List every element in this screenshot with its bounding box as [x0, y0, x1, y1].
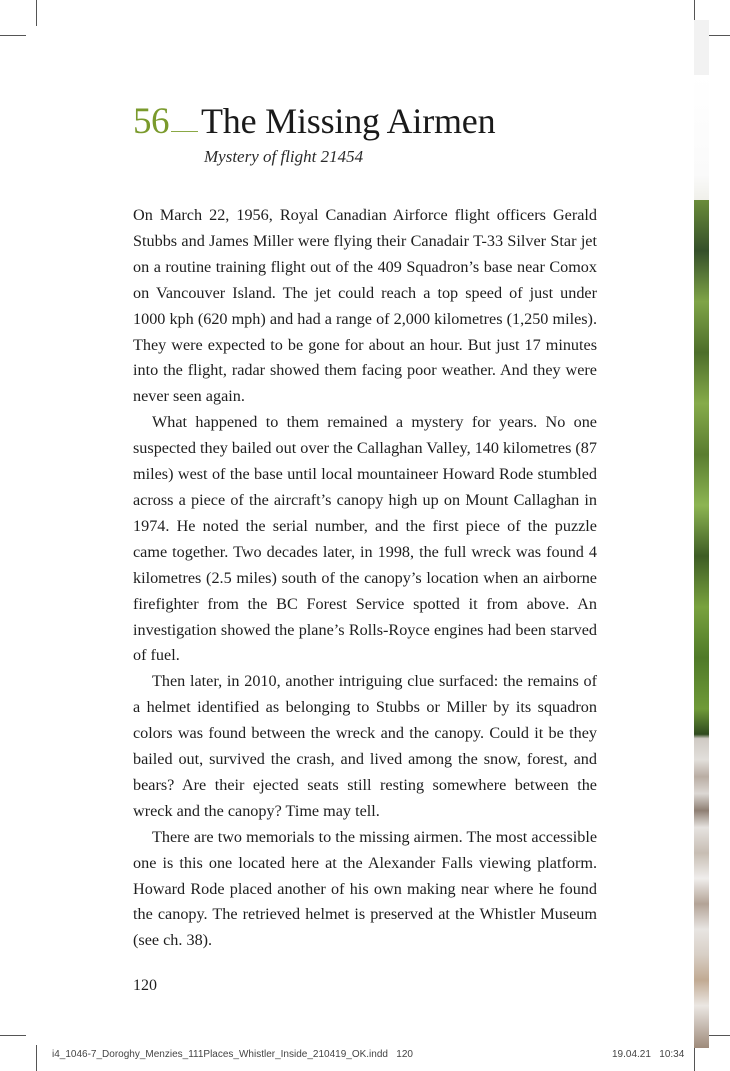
page-number: 120 — [133, 977, 157, 994]
paragraph: On March 22, 1956, Royal Canadian Airforce flight officers Gerald Stubbs and James Miller were flying their Canadair T-33 Silver Star jet on a routine training flight out of the 409 Squadron’s base near Comox on Vancouver Island. The jet could reach a top speed of just under 1000 kph (620 mph) and had a range of 2,000 kilometres (1,250 miles). They were expected to be gone for about an hour. But just 17 minutes into the flight, radar showed them facing poor weather. And they were never seen again. — [133, 206, 597, 406]
print-slug-file: i4_1046-7_Doroghy_Menzies_111Places_Whistler_Inside_210419_OK.indd 120 — [52, 1049, 413, 1060]
crop-mark-bottom-left-horizontal — [0, 1035, 26, 1036]
crop-mark-top-left-horizontal — [0, 35, 26, 36]
crop-mark-top-left-vertical — [36, 0, 37, 26]
body-text — [133, 203, 597, 954]
paragraph: Then later, in 2010, another intriguing clue surfaced: the remains of a helmet identified as belonging to Stubbs or Miller by its squadron colors was found between the wreck and the canopy. Could it be they bailed out, survived the crash, and lived among the snow, forest, and bears? Are their ejected seats still resting somewhere between the wreck and the canopy? Time may tell. — [133, 672, 597, 820]
chapter-heading — [133, 100, 495, 143]
paragraph: What happened to them remained a mystery for years. No one suspected they bailed out over the Callaghan Valley, 140 kilometres (87 miles) west of the base until local mountaineer Howard Rode stumbled across a piece of the aircraft’s canopy high up on Mount Callaghan in 1974. He noted the serial number, and the first piece of the puzzle came together. Two decades later, in 1998, the full wreck was found 4 kilometres (2.5 miles) south of the canopy’s location when an airborne firefighter from the BC Forest Service spotted it from above. An investigation showed the plane’s Rolls-Royce engines had been starved of fuel. — [133, 413, 597, 665]
photo-bleed-fade — [694, 75, 709, 200]
chapter-number: 56 — [133, 101, 169, 142]
side-photo — [694, 200, 709, 1048]
page-title: The Missing Airmen — [201, 101, 496, 141]
crop-mark-bottom-left-vertical — [36, 1045, 37, 1071]
paragraph: There are two memorials to the missing airmen. The most accessible one is this one located here at the Alexander Falls viewing platform. Howard Rode placed another of his own making near where he found the canopy. The retrieved helmet is preserved at the Whistler Museum (see ch. 38). — [133, 827, 597, 950]
crop-mark-bottom-right-vertical — [694, 1045, 695, 1071]
print-slug-date: 19.04.21 10:34 — [612, 1049, 685, 1060]
page-subtitle: Mystery of flight 21454 — [204, 147, 364, 166]
photo-bleed-top — [694, 20, 709, 75]
chapter-rule — [171, 131, 198, 132]
